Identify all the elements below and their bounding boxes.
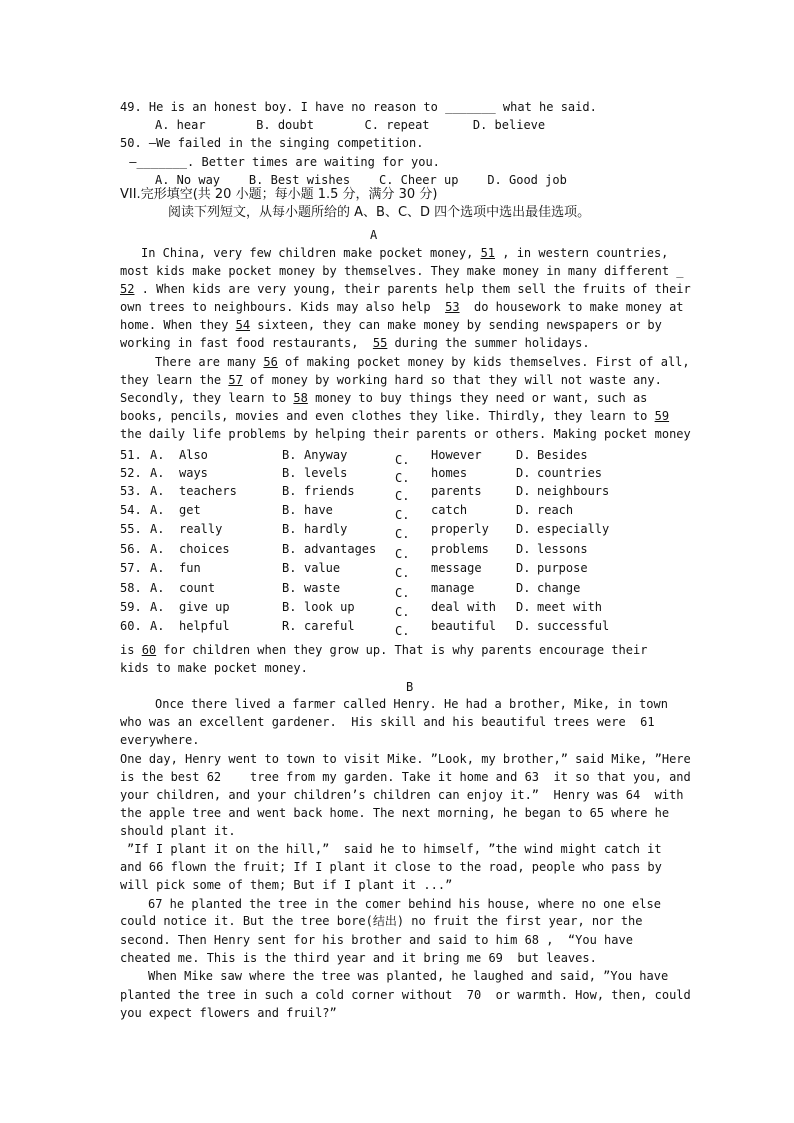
passage-a-line: There are many 56 of making pocket money by kids themselves. First of all,	[155, 355, 690, 369]
blank-55[interactable]: 55	[372, 336, 388, 350]
option-at[interactable]: ways	[179, 466, 208, 480]
option-row	[120, 448, 680, 466]
option-number: 53.	[120, 484, 142, 498]
passage-b-line: everywhere.	[120, 733, 200, 747]
passage-b-line: will pick some of them; But if I plant it ...”	[120, 878, 453, 892]
option-bt[interactable]: hardly	[304, 522, 348, 536]
option-a[interactable]: A.	[150, 503, 165, 517]
option-row	[120, 561, 680, 579]
passage-b-line: who was an excellent gardener. His skill and his beautiful trees were 61	[120, 715, 655, 729]
option-row	[120, 619, 680, 637]
option-bt[interactable]: waste	[304, 581, 341, 595]
option-c[interactable]: C.	[395, 586, 410, 600]
passage-b-line: is the best 62 tree from my garden. Take it home and 63 it so that you, and	[120, 770, 691, 784]
section-heading: VII.完形填空(共 20 小题；每小题 1.5 分，满分 30 分)	[120, 187, 438, 202]
option-c[interactable]: C.	[395, 453, 410, 467]
passage-a-line: most kids make pocket money by themselves. They make money in many different _	[120, 264, 684, 278]
option-at[interactable]: fun	[179, 561, 201, 575]
option-b[interactable]: B.	[282, 542, 297, 556]
passage-a-line: home. When they 54 sixteen, they can make money by sending newspapers or by	[120, 318, 662, 332]
option-dt[interactable]: neighbours	[537, 484, 610, 498]
option-row	[120, 503, 680, 521]
passage-b-line: 67 he planted the tree in the comer behind his house, where no one else	[148, 897, 661, 911]
option-number: 57.	[120, 561, 142, 575]
option-d[interactable]: D.	[516, 619, 531, 633]
passage-a-line: In China, very few children make pocket money, 51 , in western countries,	[141, 246, 669, 260]
blank-59[interactable]: 59	[654, 409, 670, 423]
blank-56[interactable]: 56	[263, 355, 278, 369]
blank-53[interactable]: 53	[445, 300, 460, 314]
option-dt[interactable]: change	[537, 581, 581, 595]
option-at[interactable]: really	[179, 522, 223, 536]
question-49-stem: 49. He is an honest boy. I have no reason to _______ what he said.	[120, 100, 597, 114]
option-c[interactable]: C.	[395, 547, 410, 561]
option-number: 56.	[120, 542, 142, 556]
passage-b-line: second. Then Henry sent for his brother and said to him 68 , “You have	[120, 933, 633, 947]
passage-b-line: and 66 flown the fruit; If I plant it close to the road, people who pass by	[120, 860, 662, 874]
option-ct[interactable]: properly	[431, 522, 489, 536]
option-ct[interactable]: message	[431, 561, 482, 575]
option-bt[interactable]: levels	[304, 466, 348, 480]
option-c[interactable]: C.	[395, 624, 410, 638]
option-b[interactable]: B.	[282, 503, 297, 517]
option-dt[interactable]: lessons	[537, 542, 588, 556]
option-d[interactable]: D.	[516, 542, 531, 556]
option-d[interactable]: D.	[516, 484, 531, 498]
option-b[interactable]: B.	[282, 448, 297, 462]
option-b[interactable]: B.	[282, 522, 297, 536]
option-a[interactable]: A.	[150, 542, 165, 556]
option-at[interactable]: count	[179, 581, 216, 595]
option-at[interactable]: Also	[179, 448, 208, 462]
option-at[interactable]: choices	[179, 542, 230, 556]
option-b[interactable]: B.	[282, 600, 297, 614]
passage-a-line: the daily life problems by helping their parents or others. Making pocket money	[120, 427, 691, 441]
passage-a-label: A	[370, 228, 378, 242]
question-50-stem: 50. —We failed in the singing competition.	[120, 136, 424, 150]
option-d[interactable]: D.	[516, 466, 531, 480]
question-50-reply: —_______. Better times are waiting for you.	[122, 155, 440, 169]
option-d[interactable]: D.	[516, 600, 531, 614]
passage-a-line: Secondly, they learn to 58 money to buy things they need or want, such as	[120, 391, 648, 405]
option-c[interactable]: C.	[395, 489, 410, 503]
option-at[interactable]: teachers	[179, 484, 237, 498]
option-d[interactable]: D.	[516, 581, 531, 595]
answer-blank[interactable]: _______	[445, 100, 496, 114]
option-row	[120, 581, 680, 599]
option-bt[interactable]: value	[304, 561, 341, 575]
answer-blank[interactable]: _______	[136, 155, 188, 169]
option-c[interactable]: C.	[395, 508, 410, 522]
passage-a-line: kids to make pocket money.	[120, 661, 308, 675]
option-at[interactable]: give up	[179, 600, 230, 614]
passage-b-line: your children, and your children’s children can enjoy it.” Henry was 64 with	[120, 788, 684, 802]
option-b[interactable]: B.	[282, 484, 297, 498]
passage-b-line: the apple tree and went back home. The next morning, he began to 65 where he	[120, 806, 670, 820]
option-bt[interactable]: careful	[304, 619, 355, 633]
option-dt[interactable]: purpose	[537, 561, 588, 575]
option-c[interactable]: C.	[395, 605, 410, 619]
question-50-options: A. No way B. Best wishes C. Cheer up D. Good job	[155, 173, 567, 187]
option-ct[interactable]: deal with	[431, 600, 497, 614]
option-ct[interactable]: problems	[431, 542, 489, 556]
blank-60[interactable]: 60	[141, 643, 157, 657]
passage-a-line: 52 . When kids are very young, their parents help them sell the fruits of their	[120, 282, 691, 296]
option-ct[interactable]: However	[431, 448, 482, 462]
passage-b-line: cheated me. This is the third year and it bring me 69 but leaves.	[120, 951, 597, 965]
option-a[interactable]: A.	[150, 561, 165, 575]
passage-b-line: ”If I plant it on the hill,” said he to himself, ”the wind might catch it	[127, 842, 662, 856]
option-d[interactable]: D.	[516, 503, 531, 517]
option-c[interactable]: C.	[395, 471, 410, 485]
passage-b-line: When Mike saw where the tree was planted, he laughed and said, ”You have	[148, 969, 669, 983]
option-ct[interactable]: beautiful	[431, 619, 497, 633]
option-row	[120, 600, 680, 618]
blank-51[interactable]: 51	[480, 246, 496, 260]
option-c[interactable]: C.	[395, 566, 410, 580]
option-row	[120, 466, 680, 484]
option-dt[interactable]: especially	[537, 522, 610, 536]
option-d[interactable]: D.	[516, 448, 531, 462]
option-bt[interactable]: Anyway	[304, 448, 348, 462]
option-a[interactable]: A.	[150, 619, 165, 633]
question-49-options: A. hear B. doubt C. repeat D. believe	[155, 118, 546, 132]
passage-b-line: should plant it.	[120, 824, 236, 838]
passage-b-line: could notice it. But the tree bore(结出) no fruit the first year, nor the	[120, 914, 643, 928]
option-a[interactable]: A.	[150, 581, 165, 595]
option-bt[interactable]: advantages	[304, 542, 377, 556]
option-dt[interactable]: Besides	[537, 448, 588, 462]
option-dt[interactable]: successful	[537, 619, 610, 633]
passage-a-line: they learn the 57 of money by working hard so that they will not waste any.	[120, 373, 662, 387]
option-at[interactable]: helpful	[179, 619, 230, 633]
option-number: 58.	[120, 581, 142, 595]
option-ct[interactable]: manage	[431, 581, 475, 595]
option-dt[interactable]: countries	[537, 466, 603, 480]
option-b[interactable]: B.	[282, 466, 297, 480]
option-a[interactable]: A.	[150, 466, 165, 480]
option-row	[120, 484, 680, 502]
option-number: 51.	[120, 448, 142, 462]
option-number: 54.	[120, 503, 142, 517]
option-number: 52.	[120, 466, 142, 480]
blank-54[interactable]: 54	[235, 318, 251, 332]
option-dt[interactable]: meet with	[537, 600, 603, 614]
blank-58[interactable]: 58	[293, 391, 308, 405]
option-b[interactable]: B.	[282, 561, 297, 575]
option-bt[interactable]: have	[304, 503, 333, 517]
option-a[interactable]: A.	[150, 600, 165, 614]
passage-b-line: One day, Henry went to town to visit Mike. ”Look, my brother,” said Mike, ”Here	[120, 752, 691, 766]
option-number: 59.	[120, 600, 142, 614]
option-number: 60.	[120, 619, 142, 633]
option-a[interactable]: A.	[150, 448, 165, 462]
blank-57[interactable]: 57	[228, 373, 243, 387]
passage-b-line: planted the tree in such a cold corner without 70 or warmth. How, then, could	[120, 988, 691, 1002]
option-ct[interactable]: parents	[431, 484, 482, 498]
passage-a-line: working in fast food restaurants, 55 during the summer holidays.	[120, 336, 590, 350]
option-bt[interactable]: look up	[304, 600, 355, 614]
option-row	[120, 522, 680, 540]
option-ct[interactable]: catch	[431, 503, 468, 517]
section-instruction: 阅读下列短文，从每小题所给的 A、B、C、D 四个选项中选出最佳选项。	[168, 205, 591, 220]
option-d[interactable]: D.	[516, 561, 531, 575]
passage-b-label: B	[406, 680, 414, 694]
option-a[interactable]: A.	[150, 522, 165, 536]
passage-a-line: books, pencils, movies and even clothes they like. Thirdly, they learn to 59	[120, 409, 670, 423]
passage-b-line: Once there lived a farmer called Henry. He had a brother, Mike, in town	[155, 697, 668, 711]
passage-a-line: own trees to neighbours. Kids may also help 53 do housework to make money at	[120, 300, 684, 314]
option-row	[120, 542, 680, 560]
option-b[interactable]: R.	[282, 619, 297, 633]
option-a[interactable]: A.	[150, 484, 165, 498]
option-d[interactable]: D.	[516, 522, 531, 536]
option-number: 55.	[120, 522, 142, 536]
option-ct[interactable]: homes	[431, 466, 468, 480]
blank-52[interactable]: 52	[120, 282, 135, 296]
option-c[interactable]: C.	[395, 527, 410, 541]
option-dt[interactable]: reach	[537, 503, 574, 517]
option-bt[interactable]: friends	[304, 484, 355, 498]
option-at[interactable]: get	[179, 503, 201, 517]
option-b[interactable]: B.	[282, 581, 297, 595]
passage-a-line: is 60 for children when they grow up. That is why parents encourage their	[120, 643, 648, 657]
passage-b-line: you expect flowers and fruil?”	[120, 1006, 337, 1020]
